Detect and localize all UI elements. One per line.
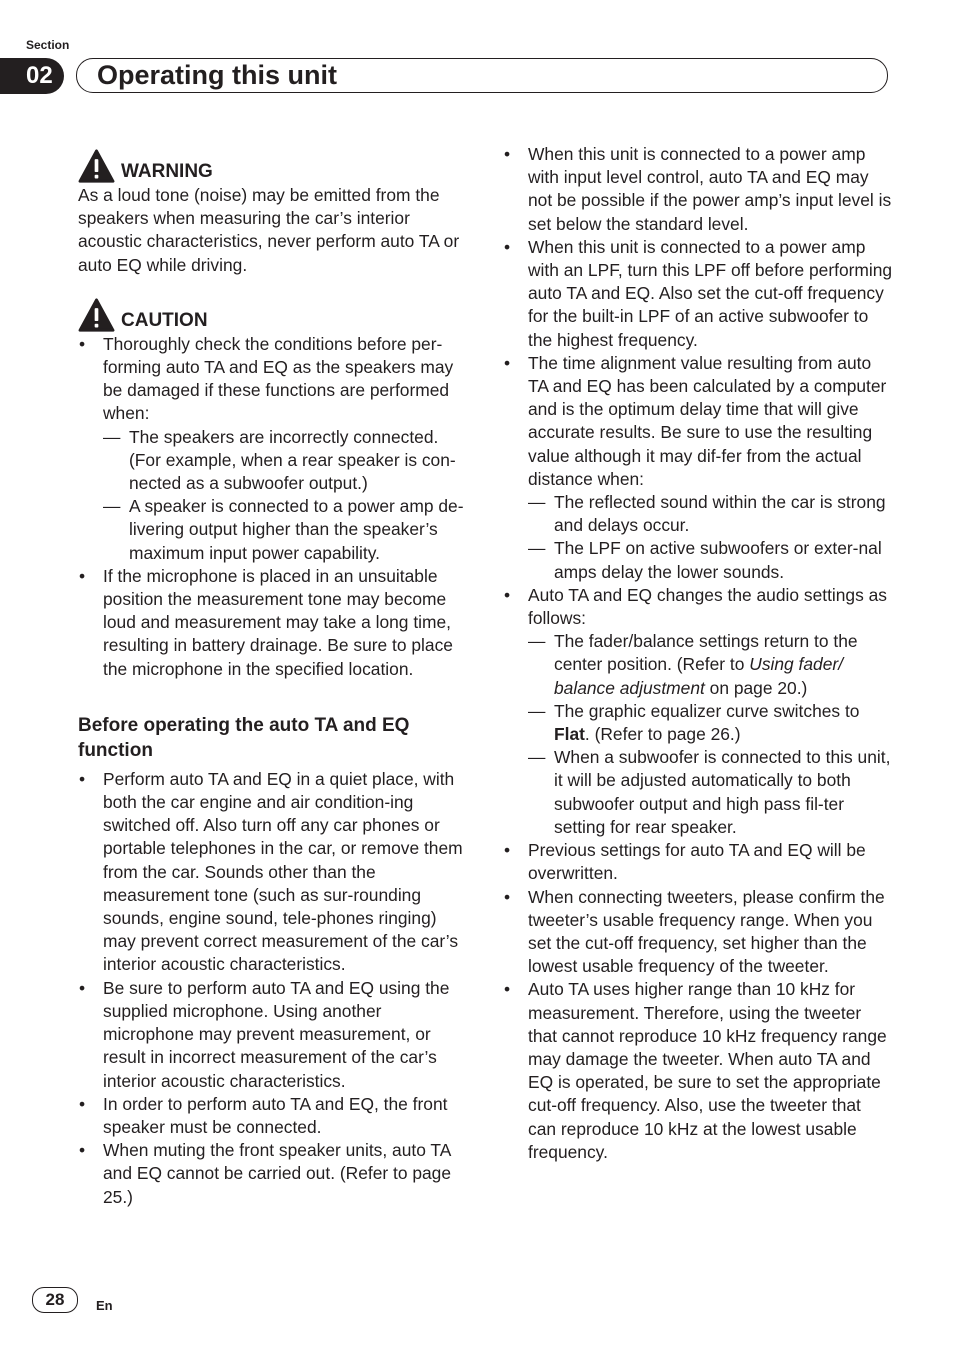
list-item-text: Auto TA and EQ changes the audio settings as follows: [528,584,888,629]
sub-list-text: The graphic equalizer curve switches to [554,700,860,721]
before-list [78,768,468,1209]
list-item: • When this unit is connected to a power amp with an LPF, turn this LPF off before performing auto TA and EQ. Also set the cut-off frequency for the built-in LPF of an active subwoofer to the highest frequency. [503,236,893,352]
list-item: • Be sure to perform auto TA and EQ using the supplied microphone. Using another microphone may prevent measurement, or result in incorrect measurement of the car’s interior acoustic characteristics. [78,977,468,1093]
sub-list-item: — The reflected sound within the car is strong and delays occur. [528,491,893,537]
warning-heading [78,146,468,184]
list-item: • Auto TA uses higher range than 10 kHz for measurement. Therefore, using the tweeter that cannot reproduce 10 kHz frequency range may damage the tweeter. When auto TA and EQ is operated, be sure to set the appropriate cut-off frequency. Also, use the tweeter that can reproduce 10 kHz at the lowest usable frequency. [503,978,893,1164]
list-item: • If the microphone is placed in an unsuitable position the measurement tone may become loud and measurement may take a long time, resulting in battery drainage. Be sure to place the microphone in the specified location. [78,565,468,681]
caution-title: CAUTION [121,309,208,331]
before-operating-section [78,713,468,1209]
language-label: En [96,1298,113,1313]
list-item-text: Thoroughly check the conditions before per-forming auto TA and EQ as the speakers may be damaged if these functions are performed when: [103,333,454,424]
list-item: • Previous settings for auto TA and EQ will be overwritten. [503,839,893,885]
warning-text: As a loud tone (noise) may be emitted from the speakers when measuring the car’s interior acoustic characteristics, never perform auto TA or auto EQ while driving. [78,185,460,275]
list-item: • When muting the front speaker units, auto TA and EQ cannot be carried out. (Refer to page 25.) [78,1139,468,1209]
caution-heading [78,295,468,333]
section-number-badge: 02 [0,58,64,94]
sub-list-text: on page 20.) [704,677,808,698]
section-label: Section [26,38,70,52]
right-column [503,143,893,1164]
sub-list-item: — When a subwoofer is connected to this unit, it will be adjusted automatically to both subwoofer output and high pass fil-ter setting for rear speaker. [528,746,893,839]
section-heading: Before operating the auto TA and EQ function [78,714,410,762]
sub-list-item [528,630,893,700]
list-item [78,333,468,565]
sub-list-item: — The speakers are incorrectly connected. (For example, when a rear speaker is con-nected as a subwoofer output.) [103,426,468,496]
left-column [78,146,468,1209]
caution-icon [78,298,115,333]
sub-list [528,491,893,584]
list-item: • When this unit is connected to a power amp with input level control, auto TA and EQ may not be possible if the power amp’s input level is set below the standard level. [503,143,893,236]
page-title: Operating this unit [97,60,337,90]
warning-title: WARNING [121,161,213,182]
list-item [503,584,893,839]
caution-list [78,333,468,681]
sub-list [528,630,893,839]
list-item: • Perform auto TA and EQ in a quiet place, with both the car engine and air condition-ing switched off. Also turn off any car phones or portable telephones in the car, or remove them from the car. Sounds other than the measurement tone (such as sur-rounding sounds, engine sound, tele-phones ringing) may prevent correct measurement of the car’s interior acoustic characteristics. [78,768,468,977]
sub-list-item [528,700,893,746]
warning-block [78,146,468,277]
warning-icon [78,149,115,184]
sub-list-item: — A speaker is connected to a power amp de-livering output higher than the speaker’s maximum input power capability. [103,495,468,565]
sub-list-item: — The LPF on active subwoofers or exter-nal amps delay the lower sounds. [528,537,893,583]
page-number: 28 [32,1287,78,1313]
caution-block [78,295,468,681]
list-item: • In order to perform auto TA and EQ, the front speaker must be connected. [78,1093,468,1139]
sub-list-text: . (Refer to page 26.) [584,724,741,745]
list-item-text: The time alignment value resulting from auto TA and EQ has been calculated by a computer and is the optimum delay time that will give accurate results. Be sure to use the resulting value although it may dif-fer from the actual distance when: [528,352,887,489]
list-item [503,352,893,584]
setting-name: Flat [554,724,585,745]
cross-reference: Using fader/ balance adjustment [554,654,844,698]
title-bar [76,58,888,93]
right-list [503,143,893,1164]
sub-list-text: The fader/balance settings return to the center position. (Refer to [554,631,858,675]
list-item: • When connecting tweeters, please confirm the tweeter’s usable frequency range. When you set the cut-off frequency, set higher than the lowest usable frequency of the tweeter. [503,886,893,979]
sub-list [103,426,468,565]
